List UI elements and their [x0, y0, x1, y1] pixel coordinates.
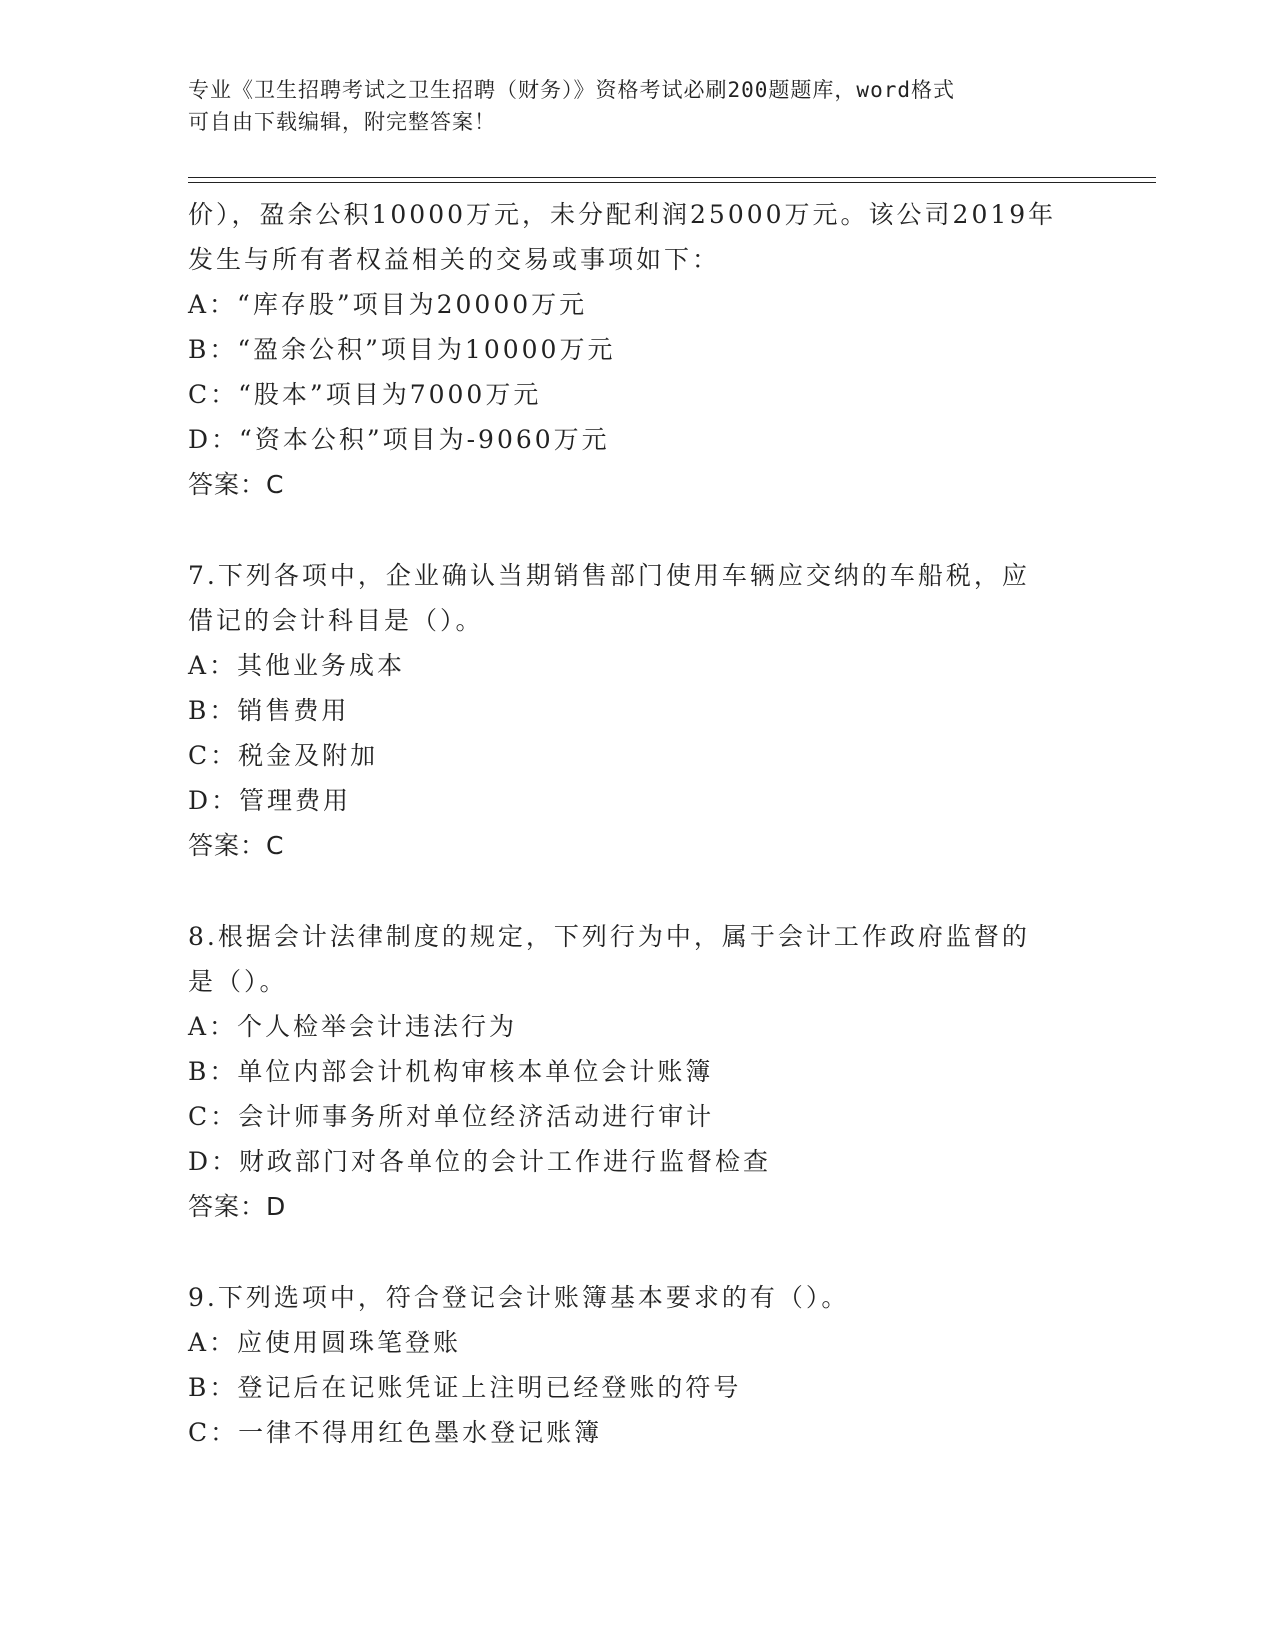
answer-line: 答案：C: [188, 470, 285, 499]
question-8: [188, 914, 1088, 1230]
option-c: C：“股本”项目为7000万元: [188, 380, 542, 409]
document-body: [188, 192, 1088, 1455]
spacer: [188, 1230, 1088, 1275]
spacer: [188, 869, 1088, 914]
document-header: [188, 74, 1068, 138]
option-b: B：销售费用: [188, 696, 350, 725]
option-d: D：“资本公积”项目为-9060万元: [188, 425, 610, 454]
question-stem-line: 7.下列各项中，企业确认当期销售部门使用车辆应交纳的车船税，应: [188, 561, 1030, 590]
question-stem-line: 9.下列选项中，符合登记会计账簿基本要求的有（）。: [188, 1283, 850, 1312]
option-d: D：管理费用: [188, 786, 352, 815]
question-stem-line: 借记的会计科目是（）。: [188, 606, 484, 635]
header-divider-bottom: [188, 182, 1156, 183]
option-c: C：会计师事务所对单位经济活动进行审计: [188, 1102, 715, 1131]
answer-line: 答案：D: [188, 1192, 287, 1221]
option-c: C：税金及附加: [188, 741, 379, 770]
question-stem-line: 价），盈余公积10000万元，未分配利润25000万元。该公司2019年: [188, 200, 1057, 229]
question-stem-line: 8.根据会计法律制度的规定，下列行为中，属于会计工作政府监督的: [188, 922, 1030, 951]
option-b: B：单位内部会计机构审核本单位会计账簿: [188, 1057, 714, 1086]
option-b: B：登记后在记账凭证上注明已经登账的符号: [188, 1373, 742, 1402]
header-line-2: 可自由下载编辑，附完整答案！: [188, 110, 496, 134]
question-9: [188, 1275, 1088, 1455]
option-d: D：财政部门对各单位的会计工作进行监督检查: [188, 1147, 772, 1176]
question-7: [188, 553, 1088, 869]
header-divider-top: [188, 177, 1156, 178]
option-a: A：其他业务成本: [188, 651, 406, 680]
header-line-1: 专业《卫生招聘考试之卫生招聘（财务）》资格考试必刷200题题库，word格式: [188, 78, 955, 102]
option-a: A：个人检举会计违法行为: [188, 1012, 518, 1041]
spacer: [188, 508, 1088, 553]
question-stem-line: 发生与所有者权益相关的交易或事项如下：: [188, 245, 721, 274]
option-a: A：应使用圆珠笔登账: [188, 1328, 462, 1357]
option-b: B：“盈余公积”项目为10000万元: [188, 335, 616, 364]
option-a: A：“库存股”项目为20000万元: [188, 290, 588, 319]
option-c: C：一律不得用红色墨水登记账簿: [188, 1418, 603, 1447]
question-continuation: [188, 192, 1088, 508]
answer-line: 答案：C: [188, 831, 285, 860]
question-stem-line: 是（）。: [188, 967, 288, 996]
